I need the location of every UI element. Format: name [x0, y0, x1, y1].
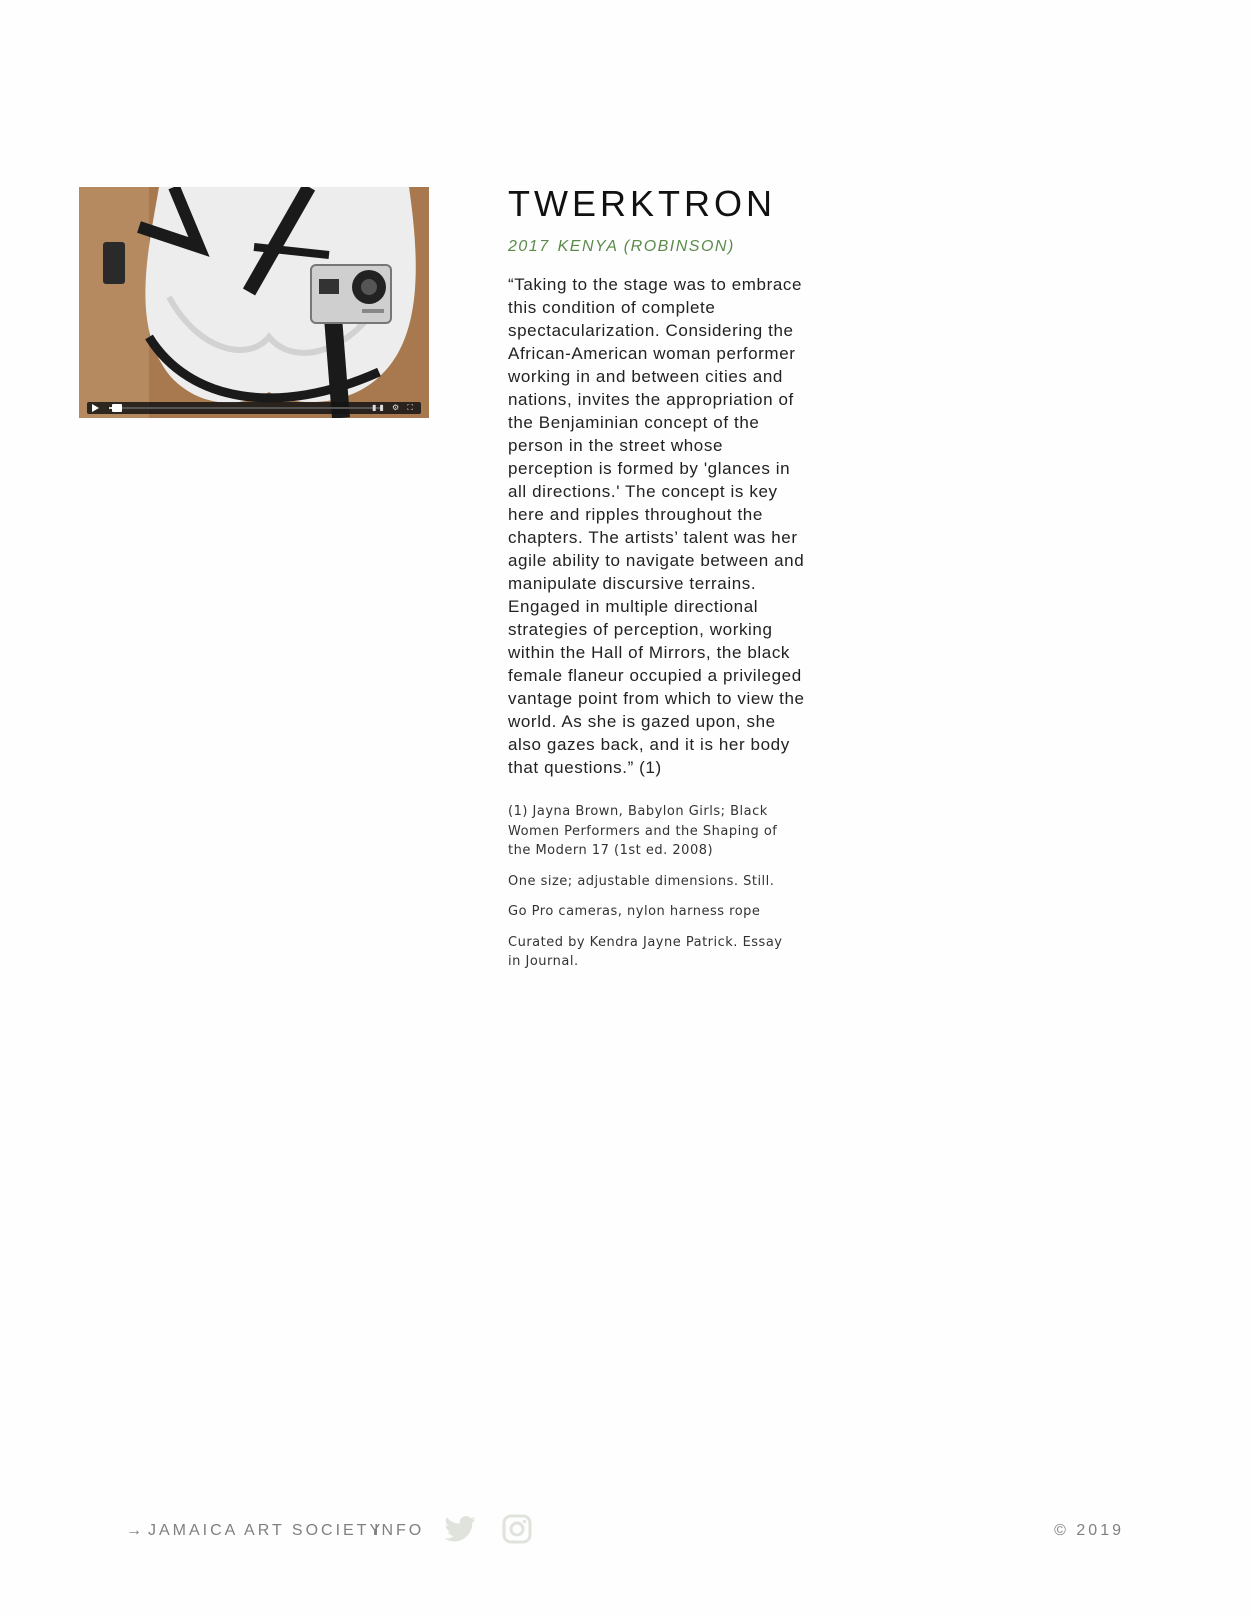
footnote: (1) Jayna Brown, Babylon Girls; Black Women Performers and the Shaping of the Modern 17 (1st ed. 2008)	[508, 804, 778, 858]
work-meta	[508, 237, 808, 257]
dimensions-note: One size; adjustable dimensions. Still.	[508, 873, 775, 889]
page-title: TWERKTRON	[508, 183, 776, 224]
work-details	[508, 181, 808, 972]
work-quote: “Taking to the stage was to embrace this condition of complete spectacularization. Considering the African-American woman performer working in and between cities and nations, invites the appropriation of the Benjaminian concept of the person in the street whose perception is formed by 'glances in all directions.' The concept is key here and ripples throughout the chapters. The artists’ talent was her agile ability to navigate between and manipulate discursive terrains. Engaged in multiple directional strategies of perception, working within the Hall of Mirrors, the black female flaneur occupied a privileged vantage point from which to view the world. As she is gazed upon, she also gazes back, and it is her body that questions.” (1)	[508, 275, 805, 777]
credit-note: Curated by Kendra Jayne Patrick. Essay in Journal.	[508, 934, 783, 969]
jamaica-art-society-link[interactable]	[126, 1522, 383, 1540]
copyright-text: © 2019	[1054, 1522, 1124, 1539]
materials-note: Go Pro cameras, nylon harness rope	[508, 904, 761, 919]
scrubber-handle[interactable]	[112, 404, 122, 412]
player-settings-icons[interactable]: ▮▮ ⚙ ⛶	[371, 403, 416, 412]
footer	[126, 1510, 1124, 1550]
society-link-label: JAMAICA ART SOCIETY	[148, 1522, 384, 1539]
progress-bar[interactable]	[109, 407, 381, 409]
work-year: 2017	[508, 238, 550, 255]
video-still	[79, 187, 429, 418]
arrow-right-icon: →	[126, 1522, 142, 1539]
video-controls	[87, 402, 421, 414]
twitter-bird-icon[interactable]	[444, 1516, 476, 1542]
work-artist: KENYA (ROBINSON)	[557, 238, 735, 255]
instagram-icon[interactable]	[502, 1514, 532, 1544]
info-link[interactable]: INFO	[374, 1522, 425, 1539]
play-icon[interactable]	[92, 404, 99, 412]
video-player[interactable]	[79, 187, 429, 418]
